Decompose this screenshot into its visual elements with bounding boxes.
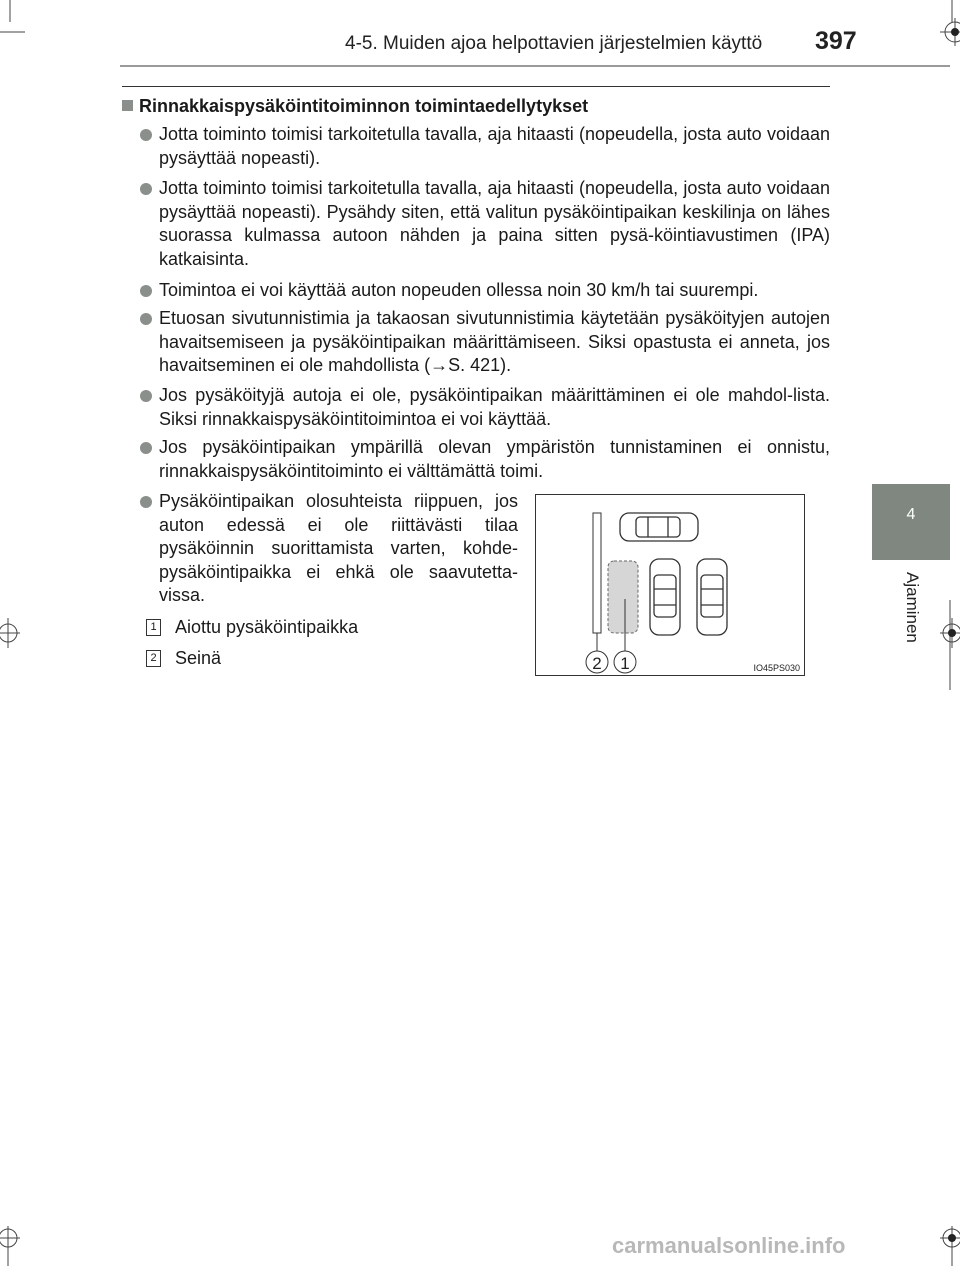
chapter-label: Ajaminen (903, 572, 922, 643)
running-header: 4-5. Muiden ajoa helpottavien järjestelmien käyttö (345, 33, 763, 54)
callout-2: 2 (592, 654, 602, 673)
list-item (140, 384, 830, 431)
bullet-dot-icon (140, 496, 152, 508)
legend-number: 1 (146, 619, 161, 636)
chapter-number: 4 (906, 506, 916, 523)
list-item (140, 279, 830, 303)
page-number: 397 (815, 27, 857, 55)
list-item (140, 177, 830, 271)
watermark: carmanualsonline.info (612, 1233, 846, 1258)
list-item (140, 307, 830, 378)
section-heading (122, 96, 832, 117)
parking-figure (535, 494, 805, 676)
list-item-text: Pysäköintipaikan olosuhteista riippuen, jos auton edessä ei ole riittävästi tilaa pysäköinnin suorittamista varten, kohde-pysäköintipaikka ei ehkä ole saavutetta-vissa. (159, 491, 518, 605)
list-item (140, 490, 518, 608)
bullet-dot-icon (140, 313, 152, 325)
list-item-text: Toimintoa ei voi käyttää auton nopeuden ollessa noin 30 km/h tai suurempi. (159, 280, 759, 300)
legend-text: Seinä (175, 648, 222, 668)
list-item (140, 436, 830, 483)
list-item-text: Jos pysäköintipaikan ympärillä olevan ympäristön tunnistaminen ei onnistu, rinnakkaispysäköintitoiminto ei välttämättä toimi. (159, 437, 830, 481)
legend-text: Aiottu pysäköintipaikka (175, 617, 359, 637)
bullet-dot-icon (140, 183, 152, 195)
figure-code: IO45PS030 (753, 663, 800, 673)
list-item-text: Jotta toiminto toimisi tarkoitetulla tavalla, aja hitaasti (nopeudella, josta auto voidaan pysäyttää nopeasti). Pysähdy siten, että valitun pysäköintipaikan keskilinja on lähes suorassa kulmassa autoon nähden ja paina sitten pysä-köintiavustimen (IPA) katkaisinta. (159, 178, 830, 269)
bullet-dot-icon (140, 129, 152, 141)
callout-1: 1 (620, 654, 630, 673)
section-heading-text: Rinnakkaispysäköintitoiminnon toimintaedellytykset (139, 96, 589, 116)
bullet-dot-icon (140, 390, 152, 402)
list-item-text: Jotta toiminto toimisi tarkoitetulla tavalla, aja hitaasti (nopeudella, josta auto voidaan pysäyttää nopeasti). (159, 124, 830, 168)
parking-illustration (536, 495, 804, 675)
square-bullet-icon (122, 100, 133, 111)
list-item-text: Jos pysäköityjä autoja ei ole, pysäköintipaikan määrittäminen ei ole mahdol-lista. Siksi rinnakkaispysäköintitoimintoa ei voi käyttää. (159, 385, 830, 429)
bullet-dot-icon (140, 285, 152, 297)
legend-number: 2 (146, 650, 161, 667)
list-item (140, 123, 830, 170)
bullet-dot-icon (140, 442, 152, 454)
list-item-text: Etuosan sivutunnistimia ja takaosan sivutunnistimia käytetään pysäköityjen autojen havaitsemiseen ja pysäköintipaikan määrittämiseen. Siksi opastusta ei anneta, jos havaitseminen ei ole mahdollista (→S. 421). (159, 308, 830, 375)
